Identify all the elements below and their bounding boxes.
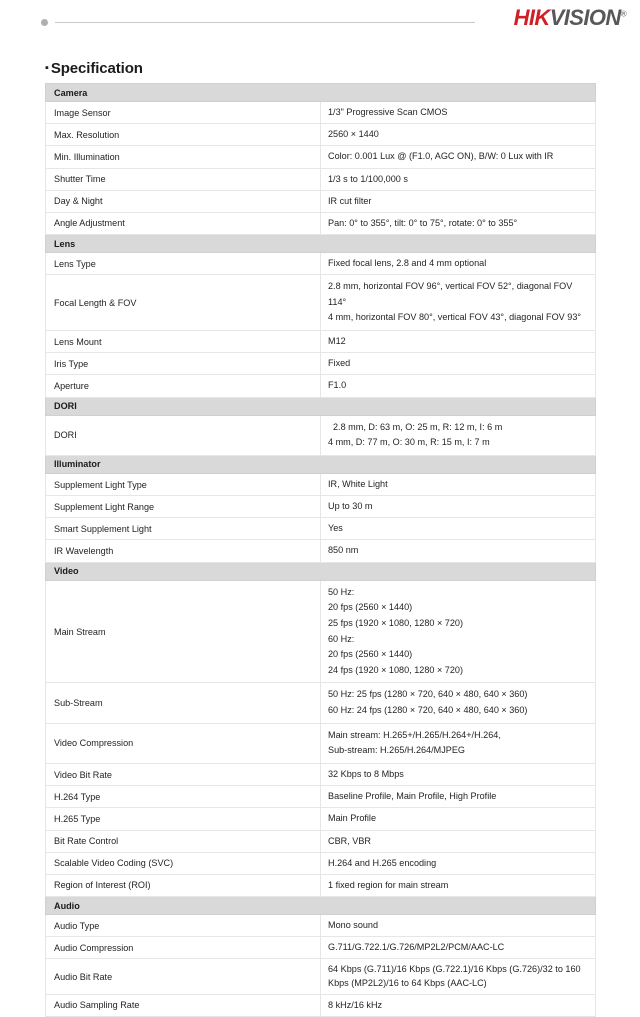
table-section-header xyxy=(46,235,596,253)
table-section-header xyxy=(46,455,596,473)
table-row xyxy=(46,764,596,786)
spec-value-line: 50 Hz: xyxy=(328,586,355,597)
table-row xyxy=(46,994,596,1016)
spec-value-line: 4 mm, horizontal FOV 80°, vertical FOV 43°, diagonal FOV 93° xyxy=(328,312,582,323)
spec-value-line: Mono sound xyxy=(328,920,379,931)
spec-value-line: 1/3 s to 1/100,000 s xyxy=(328,173,408,184)
spec-value xyxy=(321,959,596,994)
spec-value-line: 850 nm xyxy=(328,545,359,556)
spec-label: Aperture xyxy=(46,375,321,397)
spec-value-line: H.264 and H.265 encoding xyxy=(328,857,437,868)
registered-trademark-icon: ® xyxy=(620,9,626,19)
spec-value-line: Yes xyxy=(328,523,343,534)
table-row xyxy=(46,915,596,937)
table-row xyxy=(46,146,596,168)
page-title xyxy=(45,60,640,77)
table-row xyxy=(46,518,596,540)
spec-label: Supplement Light Type xyxy=(46,473,321,495)
spec-value-line: Sub-stream: H.265/H.264/MJPEG xyxy=(328,745,465,756)
spec-value xyxy=(321,253,596,275)
spec-label: Shutter Time xyxy=(46,168,321,190)
table-row xyxy=(46,415,596,455)
spec-label: Video Bit Rate xyxy=(46,764,321,786)
table-row xyxy=(46,959,596,994)
spec-value xyxy=(321,168,596,190)
spec-value xyxy=(321,102,596,124)
spec-label: Supplement Light Range xyxy=(46,496,321,518)
page-title-text: Specification xyxy=(50,60,143,77)
spec-value xyxy=(321,146,596,168)
spec-value-line: Pan: 0° to 355°, tilt: 0° to 75°, rotate: 0° to 355° xyxy=(328,217,518,228)
spec-value xyxy=(321,331,596,353)
spec-value-line: 20 fps (2560 × 1440) xyxy=(328,602,413,613)
table-row xyxy=(46,190,596,212)
table-section-header xyxy=(46,897,596,915)
table-row xyxy=(46,937,596,959)
spec-value xyxy=(321,852,596,874)
table-row xyxy=(46,580,596,683)
spec-value xyxy=(321,415,596,455)
logo-text-hik: HIK xyxy=(513,5,550,30)
section-header-label: Video xyxy=(46,562,596,580)
bullet-dot-icon xyxy=(41,19,48,26)
spec-value xyxy=(321,764,596,786)
spec-label: Lens Type xyxy=(46,253,321,275)
section-header-label: Camera xyxy=(46,84,596,102)
spec-value xyxy=(321,994,596,1016)
spec-value-line: 1 fixed region for main stream xyxy=(328,879,449,890)
spec-label: Angle Adjustment xyxy=(46,212,321,234)
table-section-header xyxy=(46,397,596,415)
spec-value-line: Up to 30 m xyxy=(328,501,373,512)
table-row xyxy=(46,102,596,124)
table-row xyxy=(46,852,596,874)
spec-value xyxy=(321,496,596,518)
spec-value xyxy=(321,723,596,763)
spec-value-line: 8 kHz/16 kHz xyxy=(328,999,383,1010)
table-row xyxy=(46,496,596,518)
spec-value-line: 2560 × 1440 xyxy=(328,129,379,140)
spec-label: Sub-Stream xyxy=(46,683,321,723)
spec-value-line: 60 Hz: 24 fps (1280 × 720, 640 × 480, 640 × 360) xyxy=(328,705,528,716)
spec-value-line: Main Profile xyxy=(328,813,377,824)
section-header-label: DORI xyxy=(46,397,596,415)
spec-label: Audio Bit Rate xyxy=(46,959,321,994)
table-row xyxy=(46,275,596,331)
spec-value xyxy=(321,808,596,830)
table-row xyxy=(46,540,596,562)
spec-value xyxy=(321,212,596,234)
hikvision-logo xyxy=(514,7,626,29)
spec-value xyxy=(321,518,596,540)
table-row xyxy=(46,830,596,852)
title-bullet-icon: ▪ xyxy=(45,62,49,74)
spec-value xyxy=(321,683,596,723)
table-row xyxy=(46,168,596,190)
spec-value-line: 2.8 mm, D: 63 m, O: 25 m, R: 12 m, I: 6 m xyxy=(333,421,503,432)
spec-label: DORI xyxy=(46,415,321,455)
spec-value-line: M12 xyxy=(328,336,346,347)
spec-value-line: IR cut filter xyxy=(328,195,372,206)
spec-value-line: 4 mm, D: 77 m, O: 30 m, R: 15 m, I: 7 m xyxy=(328,437,490,448)
spec-value xyxy=(321,375,596,397)
spec-label: Main Stream xyxy=(46,580,321,683)
spec-value-line: 32 Kbps to 8 Mbps xyxy=(328,769,404,780)
spec-value-line: Fixed focal lens, 2.8 and 4 mm optional xyxy=(328,258,487,269)
spec-value-line: 25 fps (1920 × 1080, 1280 × 720) xyxy=(328,617,463,628)
spec-label: H.264 Type xyxy=(46,786,321,808)
table-section-header xyxy=(46,562,596,580)
section-header-label: Illuminator xyxy=(46,455,596,473)
table-row xyxy=(46,723,596,763)
spec-value-line: Main stream: H.265+/H.265/H.264+/H.264, xyxy=(328,729,501,740)
header-divider-line xyxy=(55,22,475,23)
spec-label: Audio Sampling Rate xyxy=(46,994,321,1016)
spec-label: Day & Night xyxy=(46,190,321,212)
table-row xyxy=(46,473,596,495)
spec-value xyxy=(321,540,596,562)
spec-value-line: Baseline Profile, Main Profile, High Profile xyxy=(328,791,497,802)
spec-value xyxy=(321,190,596,212)
spec-value xyxy=(321,124,596,146)
spec-value xyxy=(321,786,596,808)
spec-label: Image Sensor xyxy=(46,102,321,124)
spec-label: Audio Type xyxy=(46,915,321,937)
spec-value xyxy=(321,830,596,852)
table-row xyxy=(46,786,596,808)
page-header xyxy=(0,0,640,44)
section-header-label: Audio xyxy=(46,897,596,915)
table-row xyxy=(46,124,596,146)
spec-value xyxy=(321,473,596,495)
spec-label: Lens Mount xyxy=(46,331,321,353)
spec-value-line: Fixed xyxy=(328,358,351,369)
logo-text-vision: VISION xyxy=(549,5,621,30)
spec-label: Smart Supplement Light xyxy=(46,518,321,540)
spec-label: Focal Length & FOV xyxy=(46,275,321,331)
specification-table xyxy=(45,83,596,1017)
table-row xyxy=(46,683,596,723)
spec-value-line: F1.0 xyxy=(328,380,347,391)
spec-label: Scalable Video Coding (SVC) xyxy=(46,852,321,874)
spec-label: Min. Illumination xyxy=(46,146,321,168)
table-row xyxy=(46,353,596,375)
spec-value xyxy=(321,353,596,375)
spec-label: Region of Interest (ROI) xyxy=(46,874,321,896)
spec-label: Video Compression xyxy=(46,723,321,763)
spec-label: Iris Type xyxy=(46,353,321,375)
spec-value xyxy=(321,937,596,959)
spec-label: Max. Resolution xyxy=(46,124,321,146)
spec-label: H.265 Type xyxy=(46,808,321,830)
spec-value-line: G.711/G.722.1/G.726/MP2L2/PCM/AAC-LC xyxy=(328,942,505,953)
spec-value-line: 64 Kbps (G.711)/16 Kbps (G.722.1)/16 Kbps (G.726)/32 to 160 Kbps (MP2L2)/16 to 64 Kbps (AAC-LC) xyxy=(328,964,581,988)
spec-value xyxy=(321,874,596,896)
table-row xyxy=(46,212,596,234)
table-row xyxy=(46,874,596,896)
spec-label: Bit Rate Control xyxy=(46,830,321,852)
section-header-label: Lens xyxy=(46,235,596,253)
spec-value-line: Color: 0.001 Lux @ (F1.0, AGC ON), B/W: 0 Lux with IR xyxy=(328,151,554,162)
table-row xyxy=(46,375,596,397)
spec-value-line: 1/3" Progressive Scan CMOS xyxy=(328,107,448,117)
spec-value-line: 24 fps (1920 × 1080, 1280 × 720) xyxy=(328,664,463,675)
table-row xyxy=(46,331,596,353)
spec-value xyxy=(321,275,596,331)
spec-value xyxy=(321,580,596,683)
spec-value-line: 50 Hz: 25 fps (1280 × 720, 640 × 480, 640 × 360) xyxy=(328,689,528,700)
spec-value-line: 60 Hz: xyxy=(328,633,355,644)
spec-label: Audio Compression xyxy=(46,937,321,959)
table-section-header xyxy=(46,84,596,102)
spec-label: IR Wavelength xyxy=(46,540,321,562)
spec-value xyxy=(321,915,596,937)
spec-value-line: 20 fps (2560 × 1440) xyxy=(328,649,413,660)
spec-value-line: 2.8 mm, horizontal FOV 96°, vertical FOV 52°, diagonal FOV 114° xyxy=(328,281,573,307)
table-row xyxy=(46,253,596,275)
spec-value-line: IR, White Light xyxy=(328,478,388,489)
table-row xyxy=(46,808,596,830)
spec-value-line: CBR, VBR xyxy=(328,835,371,846)
